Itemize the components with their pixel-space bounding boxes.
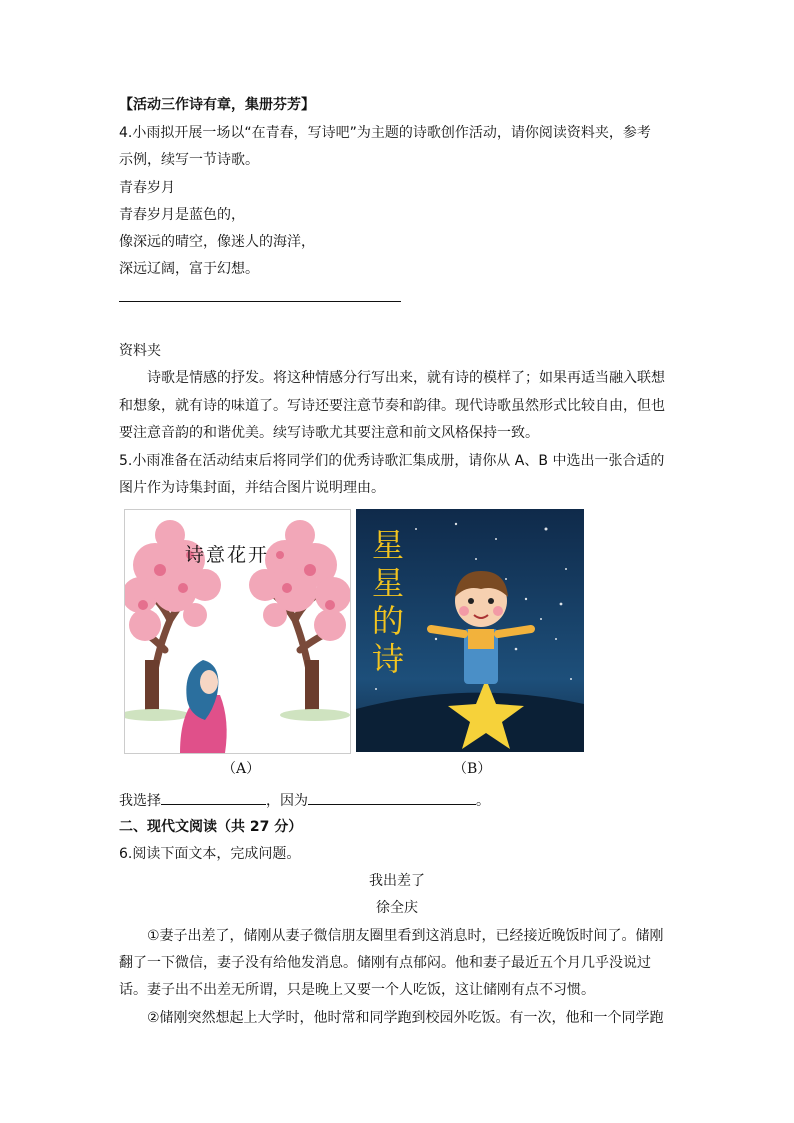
answer-line [119,790,490,811]
folder-text-line: 诗歌是情感的抒发。将这种情感分行写出来，就有诗的模样了；如果再适当融入联想 [147,370,665,386]
activity-heading: 【活动三作诗有章，集册芬芳】 [119,97,315,113]
story-paragraph-line: ①妻子出差了，储刚从妻子微信朋友圈里看到这消息时，已经接近晚饭时间了。储刚 [147,928,664,944]
question-4-line-1: 4.小雨拟开展一场以“在青春，写诗吧”为主题的诗歌创作活动，请你阅读资料夹，参考 [119,125,651,141]
answer-end: 。 [476,793,490,809]
poem-line: 像深远的晴空，像迷人的海洋， [119,234,315,250]
poem-line: 青春岁月是蓝色的， [119,207,245,223]
poem-line: 深远辽阔，富于幻想。 [119,261,259,277]
reason-blank[interactable] [308,790,476,805]
question-4-line-2: 示例，续写一节诗歌。 [119,152,259,168]
story-title: 我出差了 [369,873,425,889]
story-author: 徐全庆 [376,900,418,916]
answer-blank-line[interactable] [119,301,401,302]
choice-blank[interactable] [161,790,266,805]
story-paragraph-line: ②储刚突然想起上大学时，他时常和同学跑到校园外吃饭。有一次，他和一个同学跑 [147,1010,664,1026]
image-b-title-char: 诗 [372,640,405,678]
image-b-title-char: 星 [372,526,405,564]
image-b-title [372,526,412,678]
image-b-title-char: 的 [372,602,405,640]
question-5-line-2: 图片作为诗集封面，并结合图片说明理由。 [119,480,385,496]
poem-title: 青春岁月 [119,180,175,196]
answer-prefix: 我选择 [119,793,161,809]
caption-a: （A） [222,761,261,777]
folder-text-line: 和想象，就有诗的味道了。写诗还要注意节奏和韵律。现代诗歌虽然形式比较自由，但也 [119,398,665,414]
image-b-title-char: 星 [372,564,405,602]
caption-b: （B） [453,761,492,777]
story-paragraph-line: 翻了一下微信，妻子没有给他发消息。储刚有点郁闷。他和妻子最近五个月几乎没说过 [119,955,651,971]
story-paragraph-line: 话。妻子出不出差无所谓，只是晚上又要一个人吃饭，这让储刚有点不习惯。 [119,982,595,998]
folder-title: 资料夹 [119,343,161,359]
section-heading: 二、现代文阅读（共 27 分） [119,819,303,835]
folder-text-line: 要注意音韵的和谐优美。续写诗歌尤其要注意和前文风格保持一致。 [119,425,539,441]
question-5-line-1: 5.小雨准备在活动结束后将同学们的优秀诗歌汇集成册，请你从 A、B 中选出一张合适的 [119,453,665,469]
image-a-title: 诗意花开 [185,544,270,566]
question-6: 6.阅读下面文本，完成问题。 [119,846,301,862]
answer-mid: ，因为 [266,793,308,809]
